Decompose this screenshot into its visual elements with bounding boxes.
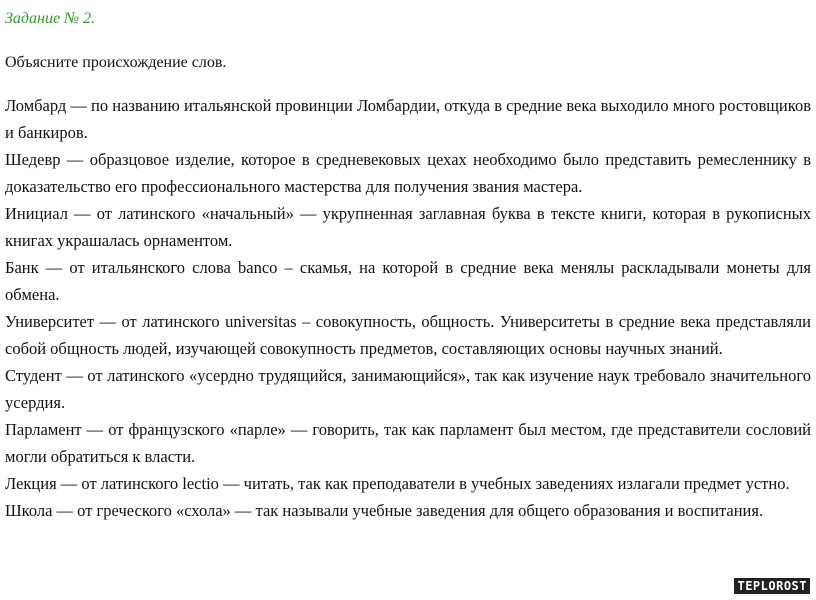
- entry-student: Студент — от латинского «усердно трудящийся, занимающийся», так как изучение наук требовало значительного усердия.: [5, 366, 811, 412]
- entry-parlament: Парламент — от французского «парле» — говорить, так как парламент был местом, где представители сословий могли обратиться к власти.: [5, 420, 811, 466]
- entry-initsial: Инициал — от латинского «начальный» — укрупненная заглавная буква в тексте книги, которая в рукописных книгах украшалась орнаментом.: [5, 204, 811, 250]
- task-title: Задание № 2.: [5, 10, 96, 27]
- entry-lombard: Ломбард — по названию итальянской провинции Ломбардии, откуда в средние века выходило много ростовщиков и банкиров.: [5, 96, 811, 142]
- task-instruction: Объясните происхождение слов.: [5, 54, 227, 71]
- watermark-logo: TEPLOROST: [734, 578, 810, 594]
- entry-lektsiya: Лекция — от латинского lectio — читать, так как преподаватели в учебных заведениях излагали предмет устно.: [5, 474, 790, 493]
- entry-shedevr: Шедевр — образцовое изделие, которое в средневековых цехах необходимо было представить ремесленнику в доказательство его профессионального мастерства для получения звания мастера.: [5, 150, 811, 196]
- entry-bank: Банк — от итальянского слова banco – скамья, на которой в средние века менялы раскладывали монеты для обмена.: [5, 258, 811, 304]
- word-origin-list: [5, 92, 811, 524]
- entry-shkola: Школа — от греческого «схола» — так называли учебные заведения для общего образования и воспитания.: [5, 501, 764, 520]
- entry-universitet: Университет — от латинского universitas – совокупность, общность. Университеты в средние века представляли собой общность людей, изучающей совокупность предметов, составляющих основы научных знаний.: [5, 312, 811, 358]
